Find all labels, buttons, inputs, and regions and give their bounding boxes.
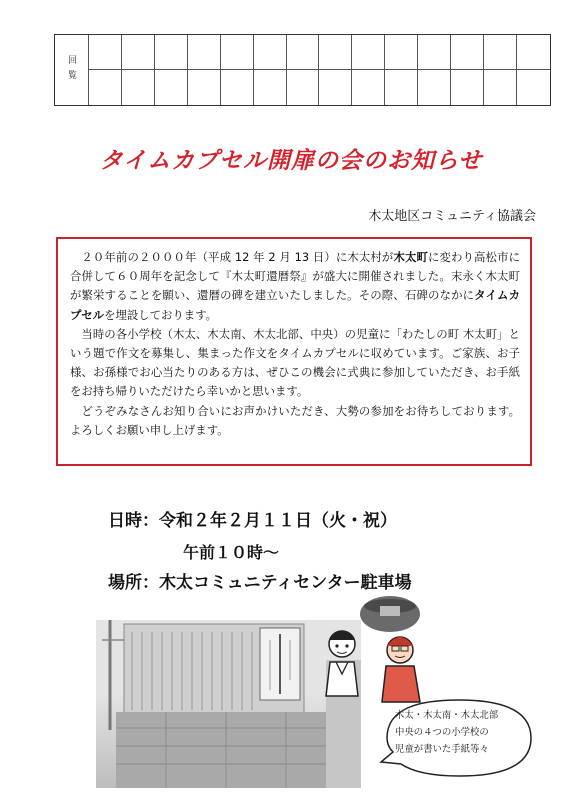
circulation-stamp-grid [54, 34, 551, 106]
circulation-stamp-cell [385, 70, 418, 105]
circulation-stamp-cell [254, 70, 287, 105]
circulation-stamp-cell [484, 35, 517, 70]
circulation-stamp-cell [319, 35, 352, 70]
notice-paragraph-2: 当時の各小学校（木太、木太南、木太北部、中央）の児童に「わたしの町 木太町」という題で作文を募集し、集まった作文をタイムカプセルに収めています。ご家族、お子様、お孫様でお心当たりのある方は、ぜひこの機会に式典に参加していただき、お手紙をお持ち帰りいただけたら幸いかと思います。 [70, 326, 520, 399]
circulation-stamp-cell [122, 35, 155, 70]
speech-bubble-text [395, 707, 525, 758]
circulation-stamp-cell [287, 35, 320, 70]
notice-text: に変わり高松市に合併して６０周年を記念して『木太町還暦祭』が盛大に開催されました。末永く木太町が繁栄することを願い、還暦の碑を建立いたしました。その際、石碑のなかに [70, 250, 520, 303]
circulation-stamp-cell [352, 70, 385, 105]
circulation-label: 回覧 [55, 35, 89, 105]
circulation-stamp-cell [352, 35, 385, 70]
circulation-stamp-cell [254, 35, 287, 70]
notice-box [56, 237, 532, 466]
notice-text: を埋設しております。 [104, 307, 218, 322]
circulation-stamp-cell [517, 35, 550, 70]
circulation-stamp-cell [418, 70, 451, 105]
circulation-stamp-cell [385, 35, 418, 70]
speech-bubble-line: 木太・木太南・木太北部 [395, 710, 499, 721]
circulation-stamp-cell [89, 35, 122, 70]
event-date: 日時：令和２年２月１１日（火・祝） [108, 511, 397, 531]
notice-paragraph-1 [70, 248, 520, 325]
circulation-stamp-cell [221, 35, 254, 70]
speech-bubble-line: 児童が書いた手紙等々 [395, 744, 489, 755]
notice-paragraph-3: どうぞみなさんお知り合いにお声かけいただき、大勢の参加をお待ちしております。よろしくお願い申し上げます。 [70, 403, 520, 437]
circulation-stamp-cell [155, 70, 188, 105]
circulation-stamp-cell [418, 35, 451, 70]
circulation-stamp-cell [188, 70, 221, 105]
circulation-stamp-cell [484, 70, 517, 105]
circulation-stamp-cell [188, 35, 221, 70]
speech-bubble-line: 中央の４つの小学校の [395, 727, 489, 738]
circulation-stamp-cell [89, 70, 122, 105]
page-title: タイムカプセル開扉の会のお知らせ [99, 148, 483, 174]
circulation-stamp-cell [287, 70, 320, 105]
notice-text: ２０年前の２０００年（平成 12 年 2 月 13 日）に木太村が [81, 250, 394, 264]
circulation-stamp-cell [122, 70, 155, 105]
circulation-stamp-cell [221, 70, 254, 105]
notice-emphasis: タイムカプセル [70, 288, 520, 322]
circulation-stamp-cell [319, 70, 352, 105]
circulation-stamp-cell [155, 35, 188, 70]
cartoon-illustration [302, 592, 442, 704]
organizer-name: 木太地区コミュニティ協議会 [368, 209, 536, 224]
circulation-stamp-cell [451, 35, 484, 70]
event-time: 午前１０時～ [183, 543, 280, 562]
notice-emphasis: 木太町 [393, 250, 428, 264]
event-place: 場所：木太コミュニティセンター駐車場 [108, 573, 412, 593]
circulation-stamp-cell [451, 70, 484, 105]
circulation-stamp-cell [517, 70, 550, 105]
